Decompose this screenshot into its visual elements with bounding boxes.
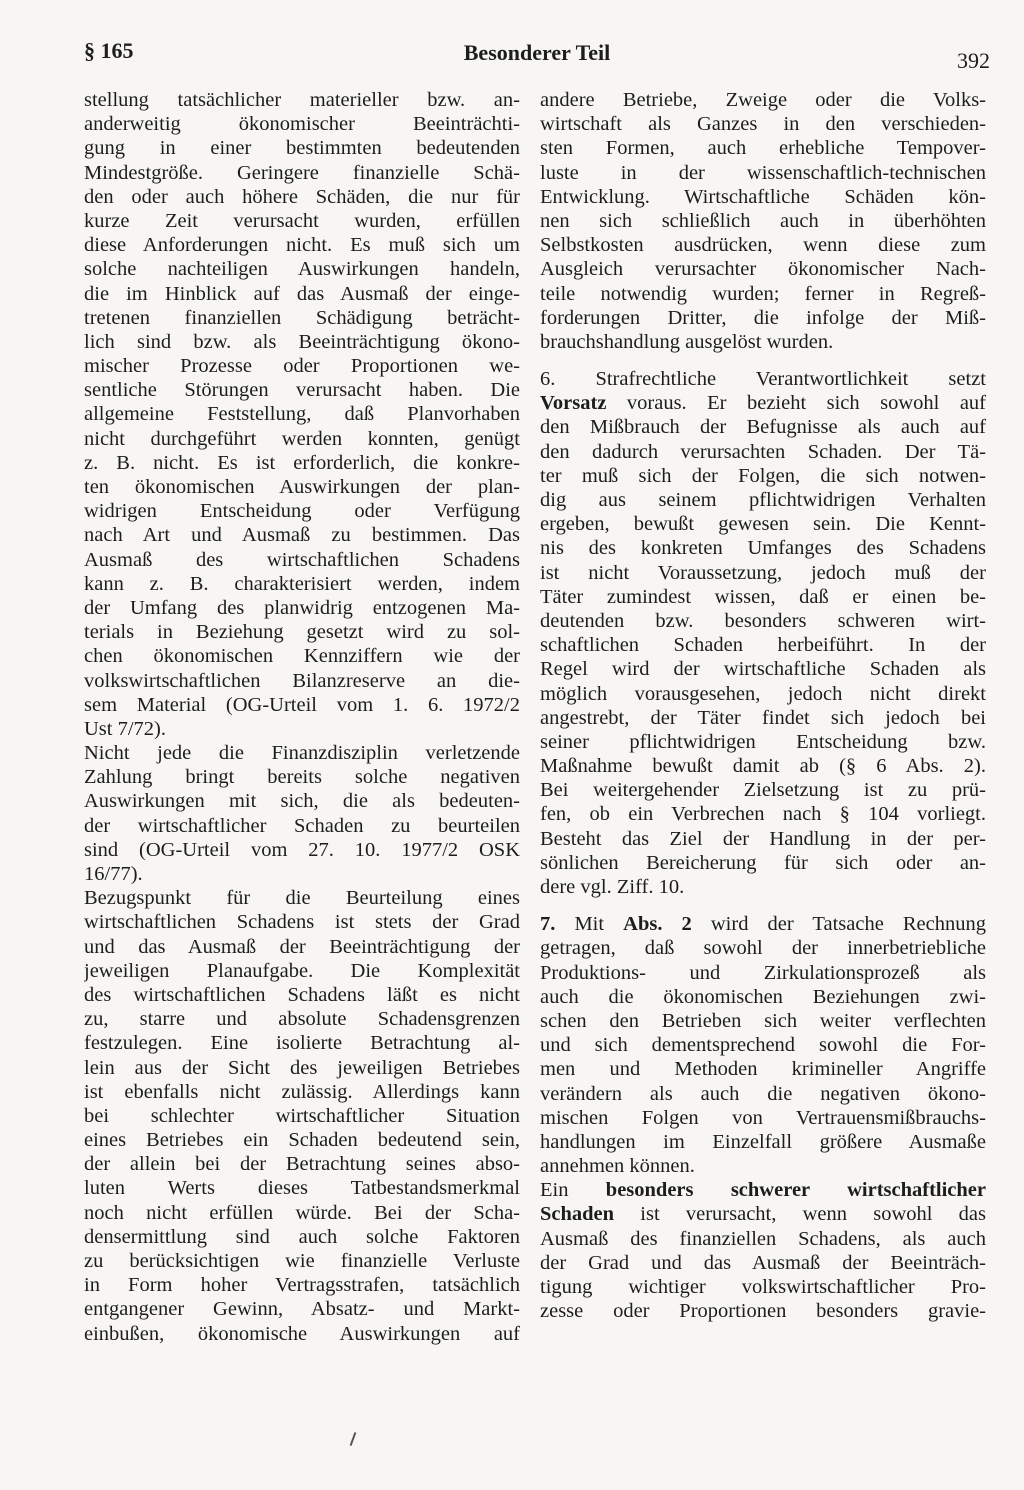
text-line: solche nachteiligen Auswirkungen handeln, — [84, 258, 520, 281]
text-line: sönlichen Bereicherung für sich oder an- — [540, 851, 986, 874]
text-line: teile notwendig wurden; ferner in Regreß- — [540, 282, 986, 305]
text-line: nis des konkreten Umfanges des Schadens — [540, 537, 986, 560]
paragraph-7 — [540, 912, 986, 1178]
text-line: nach Art und Ausmaß zu bestimmen. Das — [84, 524, 520, 547]
text-line: eines Betriebes ein Schaden bedeutend sein, — [84, 1129, 520, 1152]
text-line: bei schlechter wirtschaftlicher Situation — [84, 1104, 520, 1127]
text-line: anderweitig ökonomischer Beeinträchti- — [84, 113, 520, 136]
text-line: widrigen Entscheidung oder Verfügung — [84, 500, 520, 523]
text-line: dere vgl. Ziff. 10. — [540, 876, 685, 898]
text-line: Nicht jede die Finanzdisziplin verletzende — [84, 742, 520, 765]
text-line: Vorsatz voraus. Er bezieht sich sowohl auf — [540, 392, 986, 415]
text-line: 6. Strafrechtliche Verantwortlichkeit setzt — [540, 368, 986, 391]
text-line: getragen, daß sowohl der innerbetriebliche — [540, 937, 986, 960]
text-line: der Grad und das Ausmaß der Beeinträch- — [540, 1251, 986, 1274]
text-line: schen den Betrieben sich weiter verflechten — [540, 1009, 986, 1032]
text-line: mischen Folgen von Vertrauensmißbrauchs- — [540, 1106, 986, 1129]
text-line: gung in einer bestimmten bedeutenden — [84, 137, 520, 160]
page-title: Besonderer Teil — [463, 40, 611, 65]
text-line: handlungen im Einzelfall größere Ausmaße — [540, 1130, 986, 1153]
text-line: Ausmaß des wirtschaftlichen Schadens — [84, 548, 520, 571]
text-line: allgemeine Feststellung, daß Planvorhaben — [84, 403, 520, 426]
left-column — [84, 88, 520, 1346]
text-line: der Umfang des planwidrig entzogenen Ma- — [84, 596, 520, 619]
text-line: des wirtschaftlichen Schadens läßt es nicht — [84, 983, 520, 1006]
text-line: den oder auch höhere Schäden, die nur für — [84, 185, 520, 208]
text-line: Mindestgröße. Geringere finanzielle Schä- — [84, 161, 520, 184]
bold-term: Vorsatz — [540, 392, 607, 415]
text-line: deutenden bzw. besonders schweren wirt- — [540, 609, 986, 632]
text-line: luste in der wissenschaftlich-technischen — [540, 161, 986, 184]
text-line: terials in Beziehung gesetzt wird zu sol- — [84, 621, 520, 644]
text-line: Auswirkungen mit sich, die als bedeuten- — [84, 790, 520, 813]
text-line: der allein bei der Betrachtung seines abso- — [84, 1153, 520, 1176]
text-line: verändern als auch die negativen ökono- — [540, 1082, 986, 1105]
bold-term: besonders schwerer wirtschaftlicher — [605, 1179, 986, 1202]
text-line: ist nicht Voraussetzung, jedoch muß der — [540, 561, 986, 584]
text-line: dig aus seinem pflichtwidrigen Verhalten — [540, 489, 986, 511]
text-line: sind (OG-Urteil vom 27. 10. 1977/2 OSK — [84, 838, 520, 861]
text-line: lich sind bzw. als Beeinträchtigung ökono- — [84, 330, 520, 353]
text-line: stellung tatsächlicher materieller bzw. an- — [84, 89, 520, 111]
text-line: Selbstkosten ausdrücken, wenn diese zum — [540, 234, 986, 257]
text-line: sten Formen, auch erhebliche Tempover- — [540, 137, 986, 160]
text-line: volkswirtschaftlichen Bilanzreserve an die- — [84, 669, 520, 692]
paragraph-besonders-schwer — [540, 1178, 986, 1323]
text-line: den Mißbrauch der Befugnisse als auch auf — [540, 416, 986, 439]
text-line: zu berücksichtigen wie finanzielle Verluste — [84, 1250, 520, 1272]
text-line: brauchshandlung ausgelöst wurden. — [540, 330, 834, 353]
text-line: z. B. nicht. Es ist erforderlich, die konkre- — [84, 451, 520, 474]
text-line: Maßnahme bewußt damit ab (§ 6 Abs. 2). — [540, 755, 986, 778]
text-line: forderungen Dritter, die infolge der Miß- — [540, 306, 986, 329]
section-number: § 165 — [84, 38, 134, 63]
text-line: den dadurch verursachten Schaden. Der Tä- — [540, 440, 986, 463]
text-line: kann z. B. charakterisiert werden, indem — [84, 572, 520, 595]
text-line: angestrebt, der Täter findet sich jedoch bei — [540, 706, 986, 729]
text-line: Ust 7/72). — [84, 717, 166, 740]
text-line: ten ökonomischen Auswirkungen der plan- — [84, 476, 520, 498]
paragraph-continuation — [540, 88, 986, 354]
text-line: zu, starre und absolute Schadensgrenzen — [84, 1008, 520, 1031]
text-line: Ein besonders schwerer wirtschaftlicher — [540, 1179, 986, 1202]
text-line: nicht durchgeführt werden konnten, genügt — [84, 427, 520, 450]
paragraph-6 — [540, 367, 986, 899]
text-line: luten Werts dieses Tatbestandsmerkmal — [84, 1177, 520, 1200]
bold-term: Abs. 2 — [623, 913, 692, 936]
bold-term: Schaden — [540, 1203, 615, 1226]
text-line: Produktions- und Zirkulationsprozeß als — [540, 961, 986, 984]
text-line: ergeben, bewußt gewesen sein. Die Kennt- — [540, 513, 986, 536]
text-line: mischer Prozesse oder Proportionen we- — [84, 355, 520, 378]
text-line: auch die ökonomischen Beziehungen zwi- — [540, 985, 986, 1008]
text-line: zesse oder Proportionen besonders gravie- — [540, 1300, 986, 1323]
text-line: nen sich schließlich auch in überhöhten — [540, 209, 986, 232]
text-line: möglich vorausgesehen, jedoch nicht direkt — [540, 682, 986, 705]
text-line: kurze Zeit verursacht wurden, erfüllen — [84, 209, 520, 232]
text-line: men und Methoden krimineller Angriffe — [540, 1058, 986, 1081]
text-line: 16/77). — [84, 863, 143, 885]
text-line: jeweiligen Planaufgabe. Die Komplexität — [84, 959, 520, 982]
text-line: Ausgleich verursachter ökonomischer Nach- — [540, 258, 986, 281]
page-number: 392 — [957, 48, 990, 73]
text-line: Bei weitergehender Zielsetzung ist zu prü- — [540, 779, 986, 802]
stray-mark — [350, 1432, 357, 1446]
text-line: entgangener Gewinn, Absatz- und Markt- — [84, 1298, 520, 1321]
text-line: Ausmaß des finanziellen Schadens, als auch — [540, 1227, 986, 1250]
right-column — [540, 88, 986, 1323]
text-line: lein aus der Sicht des jeweiligen Betriebes — [84, 1056, 520, 1079]
text-line: Regel wird der wirtschaftliche Schaden als — [540, 658, 986, 681]
text-line: wirtschaft als Ganzes in den verschieden- — [540, 113, 986, 136]
text-line: tigung wichtiger volkswirtschaftlicher Pro- — [540, 1276, 986, 1298]
paragraph-number: 7. — [540, 913, 556, 936]
text-line: fen, ob ein Verbrechen nach § 104 vorliegt. — [540, 803, 986, 826]
text-line: der wirtschaftlicher Schaden zu beurteilen — [84, 814, 520, 837]
text-line: andere Betriebe, Zweige oder die Volks- — [540, 89, 986, 111]
text-line: 7. Mit Abs. 2 wird der Tatsache Rechnung — [540, 913, 986, 936]
text-line: ter muß sich der Folgen, die sich notwen- — [540, 464, 986, 487]
text-line: schaftlichen Schaden herbeiführt. In der — [540, 634, 986, 657]
text-line: tretenen finanziellen Schädigung beträcht- — [84, 306, 520, 329]
page-header — [84, 38, 990, 78]
text-line: Bezugspunkt für die Beurteilung eines — [84, 887, 520, 910]
text-line: die im Hinblick auf das Ausmaß der einge- — [84, 282, 520, 305]
text-line: festzulegen. Eine isolierte Betrachtung al- — [84, 1032, 520, 1055]
text-line: chen ökonomischen Kennziffern wie der — [84, 645, 520, 668]
text-line: Täter zumindest wissen, daß er einen be- — [540, 585, 986, 608]
text-line: Entwicklung. Wirtschaftliche Schäden kön- — [540, 185, 986, 208]
text-line: wirtschaftlichen Schadens ist stets der Grad — [84, 911, 520, 934]
text-line: und das Ausmaß der Beeinträchtigung der — [84, 935, 520, 958]
text-line: sentliche Störungen verursacht haben. Die — [84, 379, 520, 402]
text-line: Besteht das Ziel der Handlung in der per- — [540, 827, 986, 850]
text-line: noch nicht erfüllen würde. Bei der Scha- — [84, 1201, 520, 1224]
text-line: ist ebenfalls nicht zulässig. Allerdings kann — [84, 1080, 520, 1103]
text-line: einbußen, ökonomische Auswirkungen auf — [84, 1322, 520, 1345]
text-line: annehmen können. — [540, 1155, 695, 1178]
text-line: in Form hoher Vertragsstrafen, tatsächlich — [84, 1274, 520, 1297]
text-line: Zahlung bringt bereits solche negativen — [84, 766, 520, 789]
text-line: und sich dementsprechend sowohl die For- — [540, 1034, 986, 1057]
text-line: densermittlung sind auch solche Faktoren — [84, 1225, 520, 1248]
text-line: diese Anforderungen nicht. Es muß sich um — [84, 234, 520, 257]
text-line: sem Material (OG-Urteil vom 1. 6. 1972/2 — [84, 693, 520, 716]
text-line: seiner pflichtwidrigen Entscheidung bzw. — [540, 730, 986, 753]
text-line: Schaden ist verursacht, wenn sowohl das — [540, 1203, 986, 1226]
